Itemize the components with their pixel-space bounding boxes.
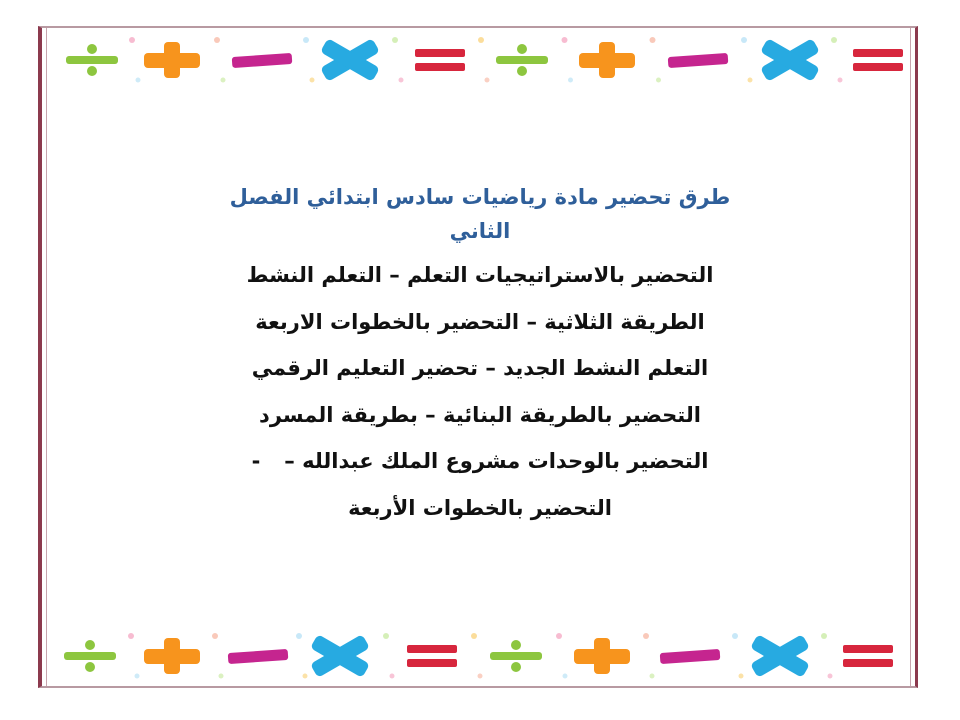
decor-dot [478, 37, 484, 43]
division-icon [66, 44, 118, 76]
decor-dot [562, 37, 568, 43]
decor-dot [650, 37, 656, 43]
plus-icon [144, 42, 200, 78]
decor-dot [390, 674, 395, 679]
decor-dot [135, 674, 140, 679]
methods-line-5-text: التحضير بالوحدات مشروع الملك عبدالله – [284, 449, 709, 473]
multiply-icon [760, 38, 820, 82]
methods-line-3: التعلم النشط الجديد – تحضير التعليم الرقمي [251, 356, 709, 380]
decor-dot [831, 37, 837, 43]
decor-dot [485, 78, 490, 83]
decor-dot [838, 78, 843, 83]
decor-dot [643, 633, 649, 639]
equals-icon [843, 645, 893, 667]
methods-line-1: التحضير بالاستراتيجيات التعلم – التعلم النشط [246, 263, 714, 287]
decor-dot [303, 674, 308, 679]
plus-icon [574, 638, 630, 674]
decor-dot [136, 78, 141, 83]
methods-line-4: التحضير بالطريقة البنائية – بطريقة المسرد [259, 402, 701, 427]
decor-dot [303, 37, 309, 43]
division-icon [496, 44, 548, 76]
decor-dot [821, 633, 827, 639]
division-icon [64, 640, 116, 672]
equals-icon [407, 645, 457, 667]
minus-icon [228, 649, 289, 664]
methods-line-6: التحضير بالخطوات الأربعة [348, 495, 612, 520]
decor-dot [310, 78, 315, 83]
decor-dot [748, 78, 753, 83]
decor-dot [741, 37, 747, 43]
minus-icon [232, 53, 293, 68]
division-icon [490, 640, 542, 672]
decor-dot [383, 633, 389, 639]
decor-dot [128, 633, 134, 639]
main-content [120, 180, 840, 531]
decor-dot [568, 78, 573, 83]
decor-dot [221, 78, 226, 83]
decor-dot [563, 674, 568, 679]
decor-dot [214, 37, 220, 43]
decor-dot [219, 674, 224, 679]
decor-dot [129, 37, 135, 43]
multiply-icon [320, 38, 380, 82]
decor-dot [296, 633, 302, 639]
page-title [120, 180, 840, 248]
decor-dot [732, 633, 738, 639]
minus-icon [660, 649, 721, 664]
minus-icon [668, 53, 729, 68]
title-line-2: الثاني [449, 219, 511, 243]
decor-dot [471, 633, 477, 639]
decor-dot [556, 633, 562, 639]
decor-dot [828, 674, 833, 679]
title-line-1: طرق تحضير مادة رياضيات سادس ابتدائي الفصل [229, 185, 731, 209]
decor-dot [478, 674, 483, 679]
decor-dot [739, 674, 744, 679]
decor-dot [650, 674, 655, 679]
math-symbols-bottom-row [0, 624, 960, 684]
decor-dot [399, 78, 404, 83]
equals-icon [415, 49, 465, 71]
decor-dot [212, 633, 218, 639]
bullet-dash: - [251, 449, 261, 473]
plus-icon [579, 42, 635, 78]
decor-dot [656, 78, 661, 83]
math-symbols-top-row [0, 28, 960, 88]
decor-dot [392, 37, 398, 43]
methods-list [120, 252, 840, 531]
plus-icon [144, 638, 200, 674]
methods-line-2: الطريقة الثلاثية – التحضير بالخطوات الاربعة [255, 309, 705, 334]
multiply-icon [310, 634, 370, 678]
methods-line-5 [120, 438, 840, 485]
multiply-icon [750, 634, 810, 678]
equals-icon [853, 49, 903, 71]
